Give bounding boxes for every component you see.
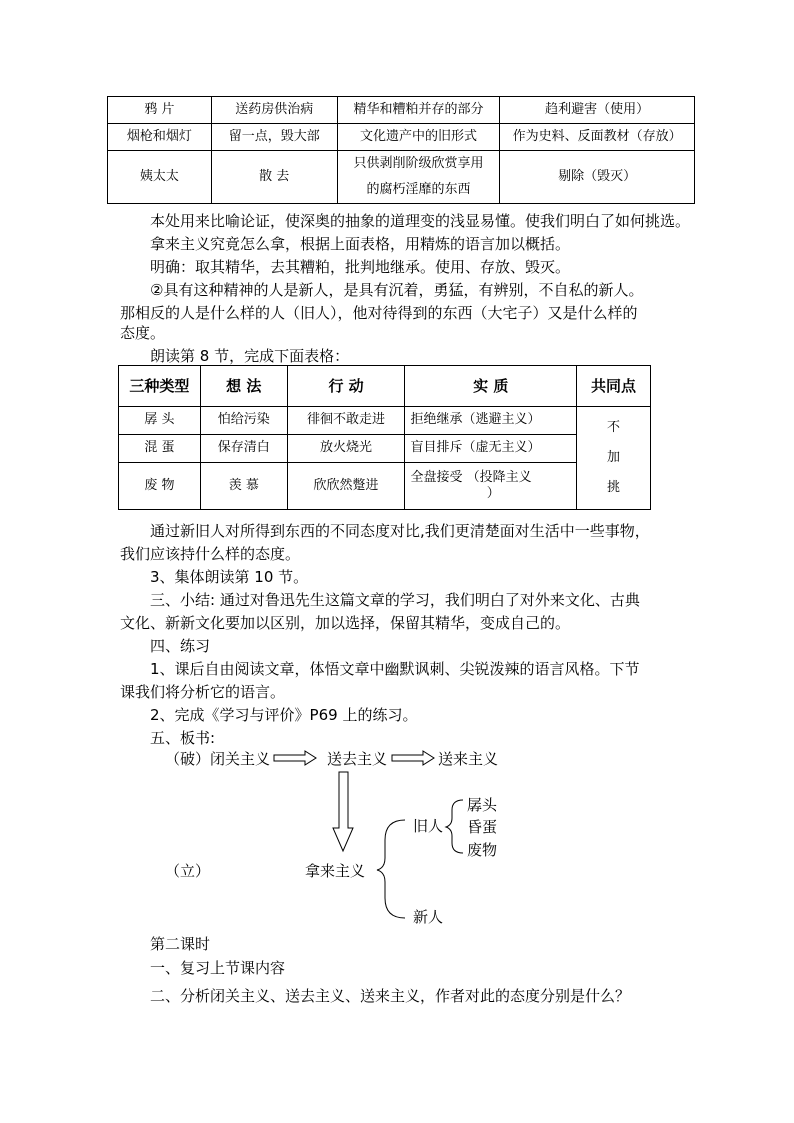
table-cell: 拒绝继承（逃避主义） [405,407,577,435]
table-cell: 欣欣然蹩进 [287,463,405,510]
cell-line: 不 [607,420,621,435]
board-label: 孱头 [467,796,498,814]
paragraph: 本处用来比喻论证，使深奥的抽象的道理变的浅显易懂。使我们明白了如何挑选。 [150,212,691,230]
table-cell: 盲目排斥（虚无主义） [405,435,577,463]
table-cell: 剔除（毁灭） [500,151,695,204]
down-arrow-icon [333,772,353,851]
cell-line: 只供剥削阶级欣赏享用 [353,156,484,171]
cell-line: 的腐朽淫靡的东西 [366,182,471,197]
paragraph: 3、集体朗读第 10 节。 [150,568,309,586]
section-heading: 第二课时 [150,935,211,953]
board-label: 送去主义 [327,750,388,768]
board-label: 废物 [467,841,498,859]
paragraph: 通过新旧人对所得到东西的不同态度对比,我们更清楚面对生活中一些事物， [150,522,650,540]
paragraph: 态度。 [120,324,166,342]
board-label: 昏蛋 [467,818,498,836]
table-cell: 保存清白 [200,435,287,463]
column-header: 行 动 [287,366,405,407]
paragraph: 1、课后自由阅读文章，体悟文章中幽默讽刺、尖锐泼辣的语言风格。下节 [150,660,640,678]
paragraph: 我们应该持什么样的态度。 [120,545,301,563]
column-header: 想 法 [200,366,287,407]
board-label: 拿来主义 [305,862,366,880]
paragraph: 课我们将分析它的语言。 [120,683,286,701]
table-cell: 混 蛋 [119,435,201,463]
board-label: 新人 [413,908,444,926]
paragraph: ②具有这种精神的人是新人，是具有沉着，勇猛，有辨别，不自私的新人。 [150,281,644,299]
left-brace-icon [446,800,463,853]
table-cell: 姨太太 [108,151,212,204]
paragraph: 2、完成《学习与评价》P69 上的练习。 [150,706,418,724]
table-cell: 留一点，毁大部 [211,124,337,151]
column-header: 共同点 [577,366,651,407]
board-label: 旧人 [413,817,444,835]
paragraph: 明确：取其精华，去其糟粕，批判地继承。使用、存放、毁灭。 [150,258,571,276]
section-heading: 四、练习 [150,637,211,655]
paragraph: 三、小结: 通过对鲁迅先生这篇文章的学习，我们明白了对外来文化、古典 [150,591,640,609]
left-brace-icon [377,820,405,918]
right-arrow-icon [274,751,316,765]
paragraph: 拿来主义究竟怎么拿，根据上面表格，用精炼的语言加以概括。 [150,235,571,253]
column-header: 三种类型 [119,366,201,407]
table-cell: 精华和糟粕并存的部分 [337,97,500,124]
table-cell: 散 去 [211,151,337,204]
table-cell: 孱 头 [119,407,201,435]
board-label: （破）闭关主义 [165,750,271,768]
table-cell: 废 物 [119,463,201,510]
table-cell: 羡 慕 [200,463,287,510]
table-cell: 送药房供治病 [211,97,337,124]
paragraph: 文化、新新文化要加以区别，加以选择，保留其精华，变成自己的。 [120,614,571,632]
cell-line: 加 [607,450,621,465]
paragraph: 朗读第 8 节，完成下面表格： [150,347,350,365]
paragraph: 一、复习上节课内容 [150,959,286,977]
table-cell: 文化遗产中的旧形式 [337,124,500,151]
table-cell: 烟枪和烟灯 [108,124,212,151]
paragraph: 那相反的人是什么样的人（旧人），他对待得到的东西（大宅子）又是什么样的 [120,304,638,322]
paragraph: 二、分析闭关主义、送去主义、送来主义，作者对此的态度分别是什么？ [150,987,631,1005]
cell-line: ） [486,486,500,501]
right-arrow-icon [392,751,434,765]
table-cell: 怕给污染 [200,407,287,435]
board-label: 送来主义 [438,750,499,768]
table-cell: 鸦 片 [108,97,212,124]
column-header: 实 质 [405,366,577,407]
table-cell: 徘徊不敢走进 [287,407,405,435]
cell-line: 全盘接受 （投降主义 [410,469,532,485]
cell-line: 挑 [607,480,621,495]
table-cell: 放火烧光 [287,435,405,463]
table-cell: 作为史料、反面教材（存放） [500,124,695,151]
table-cell: 趋利避害（使用） [500,97,695,124]
board-label: （立） [165,862,211,880]
section-heading: 五、板书: [150,729,216,747]
